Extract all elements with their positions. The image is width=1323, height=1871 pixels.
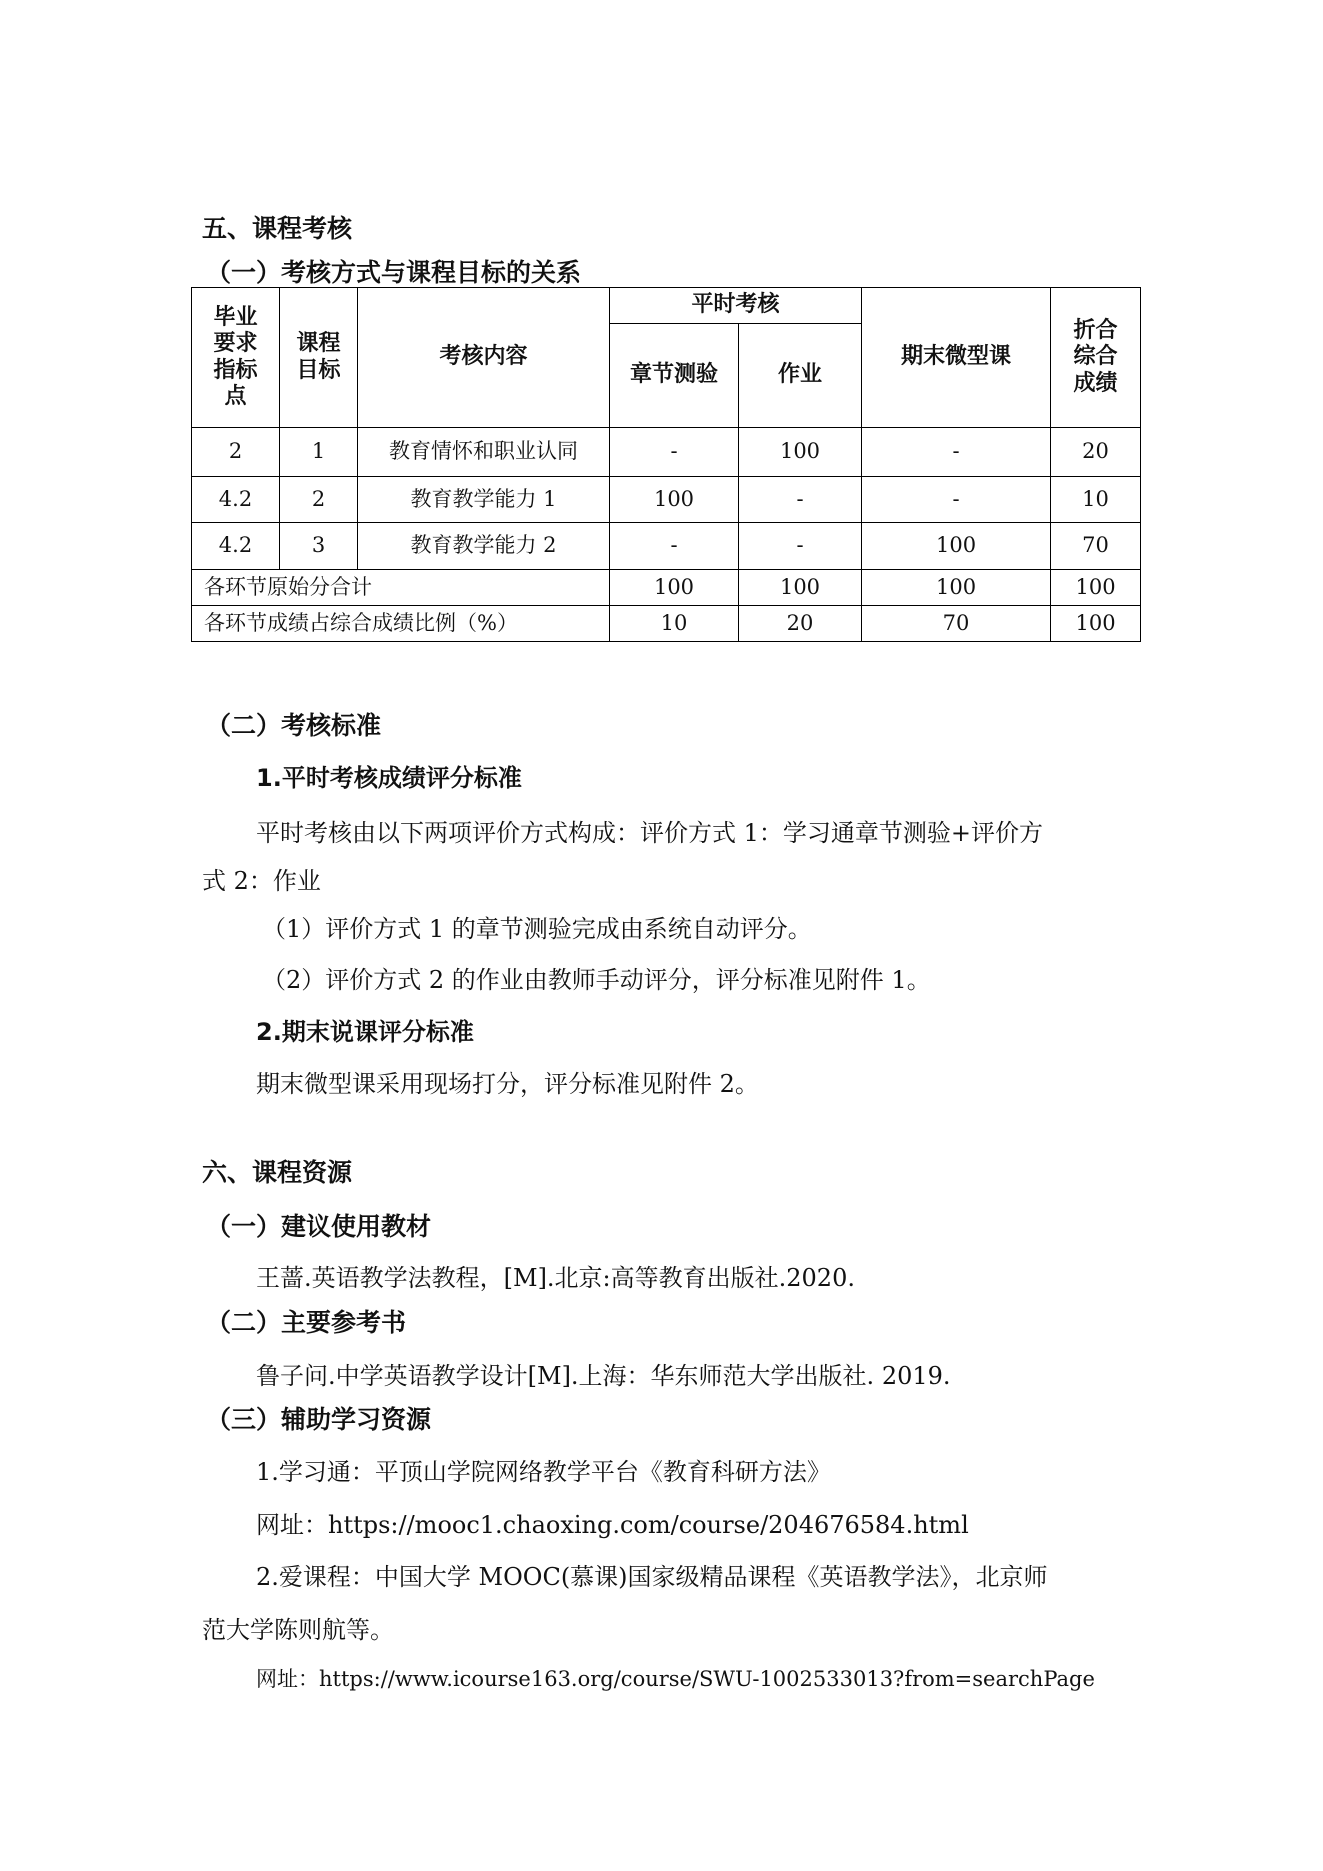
resource1: 1.学习通：平顶山学院网络教学平台《教育科研方法》 [256, 1458, 831, 1486]
std1-item2: （2）评价方式 2 的作业由教师手动评分，评分标准见附件 1。 [262, 966, 931, 994]
std1-paragraph-line2: 式 2：作业 [202, 867, 321, 895]
textbook-entry: 王蔷.英语教学法教程，[M].北京:高等教育出版社.2020. [256, 1264, 855, 1292]
reference-entry: 鲁子问.中学英语教学设计[M].上海：华东师范大学出版社. 2019. [256, 1362, 951, 1390]
resource2-url[interactable]: 网址：https://www.icourse163.org/course/SWU-1002533013?from=searchPage [256, 1667, 1095, 1691]
header-homework: 作业 [739, 324, 862, 428]
std2-title: 2.期末说课评分标准 [256, 1018, 474, 1046]
std1-paragraph-line1: 平时考核由以下两项评价方式构成：评价方式 1：学习通章节测验+评价方 [256, 819, 1044, 847]
table-row: 2 1 教育情怀和职业认同 - 100 - 20 [192, 428, 1141, 477]
header-content: 考核内容 [358, 288, 610, 428]
resource1-url[interactable]: 网址：https://mooc1.chaoxing.com/course/204676584.html [256, 1511, 969, 1539]
resource2-line1: 2.爱课程：中国大学 MOOC(慕课)国家级精品课程《英语教学法》，北京师 [256, 1563, 1048, 1591]
header-final-microlesson: 期末微型课 [862, 288, 1051, 428]
section5-title: 五、课程考核 [202, 214, 353, 243]
section5-sub2-title: （二）考核标准 [206, 711, 382, 740]
header-weighted-score: 折合 综合 成绩 [1051, 288, 1141, 428]
section5-sub1-title: （一）考核方式与课程目标的关系 [206, 258, 582, 287]
header-regular-assessment: 平时考核 [610, 288, 862, 324]
section6-sub3-title: （三）辅助学习资源 [206, 1405, 432, 1434]
header-chapter-quiz: 章节测验 [610, 324, 739, 428]
header-course-goal: 课程 目标 [280, 288, 358, 428]
table-header-row-1 [192, 288, 1141, 324]
std1-item1: （1）评价方式 1 的章节测验完成由系统自动评分。 [262, 915, 812, 943]
header-grad-point: 毕业 要求 指标 点 [192, 288, 280, 428]
resource2-line2: 范大学陈则航等。 [202, 1616, 394, 1644]
table-row: 4.2 2 教育教学能力 1 100 - - 10 [192, 477, 1141, 523]
section6-sub1-title: （一）建议使用教材 [206, 1212, 432, 1241]
std1-title: 1.平时考核成绩评分标准 [256, 764, 522, 792]
assessment-table [191, 287, 1141, 642]
table-ratio-row: 各环节成绩占综合成绩比例（%） 10 20 70 100 [192, 606, 1141, 642]
table-row: 4.2 3 教育教学能力 2 - - 100 70 [192, 523, 1141, 570]
std2-paragraph: 期末微型课采用现场打分，评分标准见附件 2。 [256, 1070, 759, 1098]
table-sum-row: 各环节原始分合计 100 100 100 100 [192, 570, 1141, 606]
section6-title: 六、课程资源 [202, 1158, 353, 1187]
section6-sub2-title: （二）主要参考书 [206, 1308, 407, 1337]
